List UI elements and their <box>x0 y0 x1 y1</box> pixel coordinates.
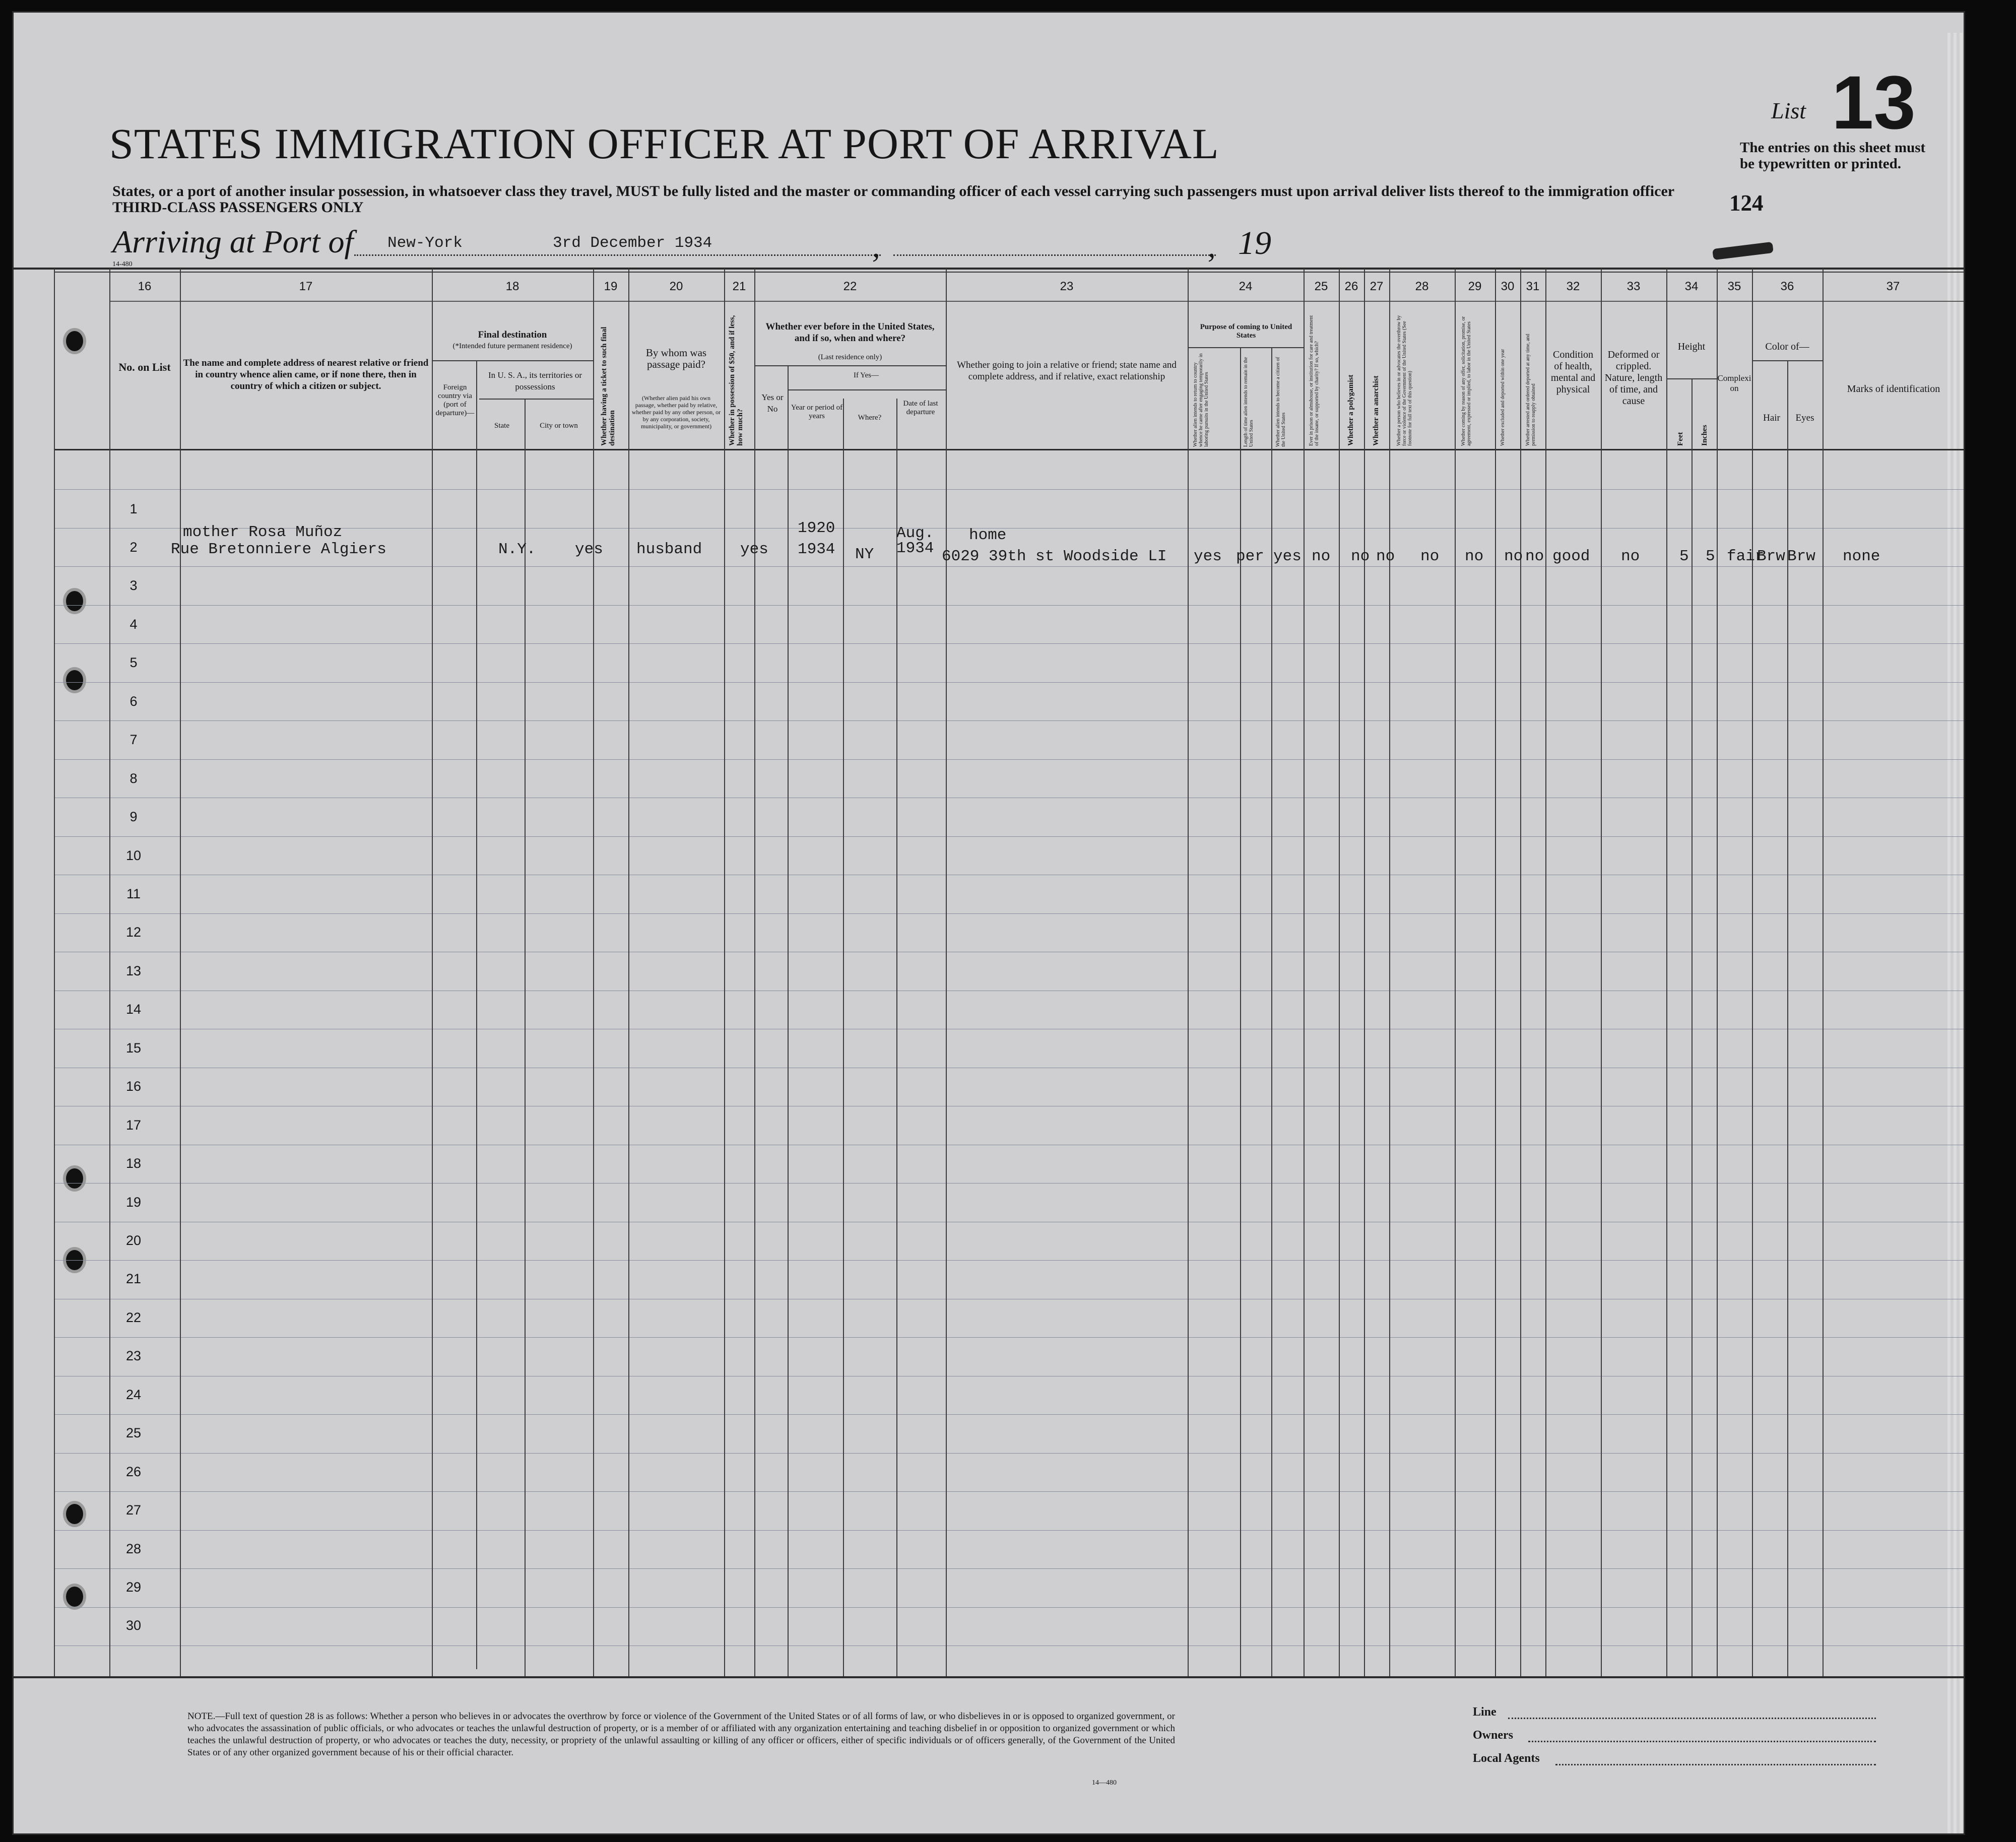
subheader-rule <box>1752 360 1823 361</box>
inches-value: 5 <box>1706 548 1715 565</box>
header-foreign-country: Foreign country via (port of departure)— <box>435 383 475 417</box>
row-rule <box>54 1337 1964 1338</box>
form-code: 14-480 <box>112 260 133 268</box>
column-number: 29 <box>1468 280 1482 293</box>
header-year-period: Year or period of years <box>791 404 843 420</box>
row-rule <box>54 1530 1964 1531</box>
row-rule <box>54 1453 1964 1454</box>
header-return-intent: Whether alien intends to return to country whence he came after engaging temporarily in laboring pursuits in the United States <box>1193 353 1209 447</box>
ink-scribble <box>1712 242 1774 260</box>
owners-label: Owners <box>1473 1729 1513 1742</box>
column-number: 32 <box>1566 280 1580 293</box>
arrested-value: no <box>1525 548 1544 565</box>
relative-name: mother Rosa Muñoz <box>183 523 343 541</box>
column-number: 34 <box>1684 280 1699 293</box>
row-rule <box>54 643 1964 644</box>
binder-hole-icon <box>66 670 83 690</box>
header-prison: Ever in prison or almshouse, or institution for care and treatment of the insane, or supported by charity? If so, which? <box>1309 315 1320 446</box>
header-fifty-dollars: Whether in possession of $50, and if less, how much? <box>728 315 744 446</box>
header-color-of: Color of— <box>1765 341 1809 352</box>
local-agents-blank <box>1555 1764 1876 1765</box>
header-purpose: Purpose of coming to United States <box>1200 323 1292 340</box>
join-line-1: home <box>969 527 1007 544</box>
binder-hole-icon <box>66 591 83 611</box>
subheader-rule <box>1666 378 1717 379</box>
year-last: 1934 <box>798 541 835 558</box>
column-rule <box>1823 269 1824 1676</box>
labor-offer-value: no <box>1465 548 1484 565</box>
column-rule <box>432 269 433 1676</box>
return-value: yes <box>1194 548 1222 565</box>
binder-hole-icon <box>66 1587 83 1607</box>
row-number: 20 <box>125 1233 142 1248</box>
page-edge <box>1947 33 1950 1835</box>
column-rule <box>1339 269 1340 1676</box>
date-value: 3rd December 1934 <box>553 234 712 252</box>
header-complexion: Complexion <box>1717 373 1751 393</box>
row-number: 13 <box>125 963 142 978</box>
column-rule <box>1455 269 1456 1676</box>
entries-note: The entries on this sheet must be typewritten or printed. <box>1740 140 1926 172</box>
sheet-number: 124 <box>1729 190 1764 216</box>
row-number: 15 <box>125 1040 142 1056</box>
row-number: 11 <box>126 886 141 901</box>
header-deformed: Deformed or crippled. Nature, length of time, and cause <box>1604 349 1663 407</box>
column-number: 33 <box>1627 280 1641 293</box>
column-number: 27 <box>1370 280 1384 293</box>
column-rule <box>1364 269 1365 1676</box>
year-first: 1920 <box>798 519 835 537</box>
column-number: 26 <box>1344 280 1358 293</box>
header-polygamist: Whether a polygamist <box>1347 374 1355 446</box>
date-comma: , <box>1208 230 1216 264</box>
header-excluded: Whether excluded and deported within one year <box>1500 349 1506 446</box>
row-rule <box>54 682 1964 683</box>
hair-value: Brw <box>1757 548 1785 565</box>
eyes-value: Brw <box>1787 548 1815 565</box>
subheader-rule <box>1188 347 1304 348</box>
row-number: 23 <box>125 1348 142 1363</box>
length-value: per <box>1236 548 1264 565</box>
row-number: 19 <box>125 1195 142 1210</box>
row-number: 17 <box>125 1117 142 1133</box>
deformed-value: no <box>1621 548 1640 565</box>
column-number: 21 <box>732 280 746 293</box>
footer-form-code: 14—480 <box>1092 1779 1117 1787</box>
ticket-value: yes <box>575 541 603 558</box>
paid-by-value: husband <box>636 541 702 558</box>
row-rule <box>54 489 1964 490</box>
subheader-rule <box>788 389 946 390</box>
header-height: Height <box>1677 341 1706 352</box>
column-rule <box>54 269 55 1676</box>
subheader-rule <box>479 399 593 400</box>
header-inches: Inches <box>1701 425 1709 446</box>
column-number: 20 <box>669 280 683 293</box>
row-number: 21 <box>125 1271 142 1286</box>
row-rule <box>54 1491 1964 1492</box>
row-number: 16 <box>125 1079 142 1094</box>
header-arrested: Whether arrested and ordered deported at any time, and permission to reapply obtained <box>1525 334 1536 446</box>
column-rule <box>1271 347 1272 1676</box>
citizen-value: yes <box>1273 548 1302 565</box>
header-last-residence: (Last residence only) <box>818 353 882 361</box>
header-become-citizen: Whether alien intends to become a citizen of the United States <box>1275 357 1286 447</box>
column-number: 23 <box>1060 280 1074 293</box>
column-number: 28 <box>1415 280 1429 293</box>
row-number: 1 <box>129 501 138 516</box>
row-number: 10 <box>125 848 142 863</box>
header-overthrow: Whether a person who believes in or advocates the overthrow by force or violence of the Government of the United States (See footnote for full text of this question) <box>1396 315 1413 446</box>
header-eyes: Eyes <box>1795 413 1814 423</box>
row-number: 12 <box>125 925 142 940</box>
header-no-on-list: No. on List <box>118 361 171 373</box>
manifest-sheet <box>12 11 1965 1835</box>
column-rule <box>1188 269 1189 1676</box>
column-rule <box>1717 269 1718 1676</box>
table-top-rule-inner <box>54 272 1964 273</box>
column-rule <box>754 269 755 1676</box>
row-number: 8 <box>129 771 138 786</box>
feet-value: 5 <box>1679 548 1689 565</box>
column-number: 16 <box>138 280 152 293</box>
line-label: Line <box>1473 1705 1497 1719</box>
header-ever-before-in-us: Whether ever before in the United States, and if so, when and where? <box>765 321 935 344</box>
polygamist-value: no <box>1351 548 1370 565</box>
row-number: 7 <box>129 732 138 747</box>
column-rule <box>1304 269 1305 1676</box>
header-marks: Marks of identification <box>1847 383 1940 394</box>
subheader-rule <box>432 360 593 361</box>
column-rule <box>946 269 947 1676</box>
row-number: 30 <box>125 1618 142 1633</box>
fifty-value: yes <box>740 541 768 558</box>
row-number: 26 <box>125 1464 142 1479</box>
join-address: 6029 39th st Woodside LI <box>942 548 1167 565</box>
local-agents-label: Local Agents <box>1473 1752 1540 1765</box>
header-final-destination: Final destination <box>478 330 547 340</box>
binder-hole-icon <box>66 1504 83 1524</box>
column-rule <box>843 399 844 1676</box>
column-number: 37 <box>1886 280 1900 293</box>
header-ticket: Whether having a ticket to such final destination <box>600 326 616 446</box>
row-number: 6 <box>129 694 138 709</box>
row-rule <box>54 566 1964 567</box>
header-in-usa: In U. S. A., its territories or possessions <box>488 370 582 391</box>
row-number: 3 <box>129 578 138 593</box>
column-rule <box>1545 269 1546 1676</box>
line-blank <box>1508 1718 1876 1719</box>
row-rule <box>54 836 1964 837</box>
header-state: State <box>494 422 509 430</box>
header-final-destination-sub: (*Intended future permanent residence) <box>452 342 572 350</box>
row-number: 29 <box>125 1580 142 1595</box>
column-rule <box>896 399 897 1676</box>
port-comma: , <box>872 230 880 264</box>
row-rule <box>54 1260 1964 1261</box>
page-edge <box>1960 33 1963 1835</box>
header-anarchist: Whether an anarchist <box>1372 375 1380 446</box>
column-number: 22 <box>843 280 857 293</box>
date-blank-line <box>893 254 1216 256</box>
row-rule <box>54 720 1964 721</box>
header-passage-paid-sub: (Whether alien paid his own passage, whether paid by relative, whether paid by any other person, or by any corporation, society, municipality, or government) <box>631 394 721 430</box>
footnote-question-28: NOTE.—Full text of question 28 is as follows: Whether a person who believes in or advocates the overthrow by force or violence of the Government of the United States or of all forms of law, or who disbelieves in or is opposed to organized government, or who advocates the assassination of public officials, or who advocates or teaches the unlawful destruction of property, or is a member of or affiliated with any organization entertaining and teaching disbelief in or opposition to organized government or which teaches the unlawful destruction of property, or who advocates or teaches the duty, necessity, or propriety of the unlawful assaulting or killing of any officer or officers, either of specific individuals or of officers generally, of the Government of the United States or of any other organized government because of his or their official character. <box>187 1711 1175 1758</box>
port-value: New-York <box>387 234 463 252</box>
table-top-rule <box>14 268 1964 270</box>
column-number: 30 <box>1501 280 1515 293</box>
row-rule <box>54 1607 1964 1608</box>
column-number: 19 <box>604 280 618 293</box>
departure-year: 1934 <box>896 540 934 557</box>
column-rule <box>593 269 594 1676</box>
row-number: 25 <box>125 1425 142 1440</box>
excluded-value: no <box>1504 548 1523 565</box>
column-number: 18 <box>505 280 519 293</box>
column-number: 25 <box>1314 280 1328 293</box>
marks-value: none <box>1843 548 1880 565</box>
row-number: 9 <box>129 809 138 824</box>
column-rule <box>1520 269 1521 1676</box>
relative-address: Rue Bretonniere Algiers <box>171 541 386 558</box>
binder-hole-icon <box>66 1168 83 1189</box>
column-number: 31 <box>1526 280 1540 293</box>
row-number: 22 <box>125 1310 142 1325</box>
page-edge <box>1954 33 1957 1835</box>
header-date-departure: Date of last departure <box>903 400 938 416</box>
column-number: 24 <box>1239 280 1253 293</box>
row-number: 14 <box>125 1002 142 1017</box>
header-health: Condition of health, mental and physical <box>1550 349 1596 395</box>
row-rule <box>54 759 1964 760</box>
row-number: 18 <box>125 1156 142 1171</box>
subheader-rule <box>754 365 946 366</box>
header-where: Where? <box>858 414 882 422</box>
table-bottom-rule <box>14 1676 1964 1678</box>
header-if-yes: If Yes— <box>853 371 879 379</box>
column-rule <box>1495 269 1496 1676</box>
header-join-relative: Whether going to join a relative or friend; state name and complete address, and if relative, exact relationship <box>957 360 1177 382</box>
row-rule <box>54 913 1964 914</box>
column-rule <box>109 269 110 1676</box>
column-rule <box>1601 269 1602 1676</box>
owners-blank <box>1528 1741 1876 1742</box>
list-label: List <box>1771 98 1806 123</box>
state-value: N.Y. <box>498 541 536 558</box>
row-number: 24 <box>125 1387 142 1402</box>
where-value: NY <box>855 546 874 563</box>
port-blank-line <box>354 254 881 256</box>
column-rule <box>724 269 725 1676</box>
row-rule <box>54 1568 1964 1569</box>
column-rule <box>1692 378 1693 1676</box>
class-line: THIRD-CLASS PASSENGERS ONLY <box>112 199 364 216</box>
header-feet: Feet <box>1676 432 1684 446</box>
column-rule <box>788 365 789 1676</box>
prison-value: no <box>1312 548 1331 565</box>
column-rule <box>628 269 629 1676</box>
column-number: 17 <box>299 280 313 293</box>
list-number: 13 <box>1832 60 1916 145</box>
column-rule <box>1964 269 1965 1676</box>
row-number: 2 <box>129 540 138 555</box>
column-rule <box>1389 269 1390 1676</box>
complexion-value: fair <box>1727 548 1765 565</box>
health-value: good <box>1552 548 1590 565</box>
column-rule <box>1666 269 1667 1676</box>
anarchist-value: no <box>1376 548 1395 565</box>
row-rule <box>54 1414 1964 1415</box>
row-number: 28 <box>125 1541 142 1556</box>
header-passage-paid: By whom was passage paid? <box>645 347 707 370</box>
row-number: 5 <box>129 655 138 670</box>
header-nearest-relative: The name and complete address of nearest relative or friend in country whence alien came, or if none there, then in country of which a citizen or subject. <box>183 358 429 391</box>
binder-hole-icon <box>66 331 83 351</box>
header-yes-or-no: Yes or No <box>761 392 784 414</box>
column-rule <box>180 269 181 1676</box>
header-labor-offer: Whether coming by reason of any offer, solicitation, promise, or agreement, expressed or implied, to labor in the United States <box>1461 316 1472 446</box>
header-hair: Hair <box>1763 413 1780 423</box>
column-number: 35 <box>1727 280 1741 293</box>
arriving-label: Arriving at Port of <box>112 224 354 259</box>
year-prefix: 19 <box>1238 225 1271 261</box>
page-title: STATES IMMIGRATION OFFICER AT PORT OF ARRIVAL <box>109 119 1219 168</box>
row-number: 27 <box>125 1502 142 1518</box>
overthrow-value: no <box>1420 548 1440 565</box>
column-rule <box>1752 269 1753 1676</box>
column-number-rule <box>109 301 1964 302</box>
row-number: 4 <box>129 617 138 632</box>
departure-month: Aug. <box>896 524 934 542</box>
column-rule <box>1240 347 1241 1676</box>
column-number: 36 <box>1780 280 1794 293</box>
column-rule <box>525 399 526 1676</box>
header-bottom-rule <box>54 449 1964 450</box>
intro-text: States, or a port of another insular possession, in whatsoever class they travel, MUST be fully listed and the master or commanding officer of each vessel carrying such passengers must upon arrival deliver lists thereof to the immigration officer <box>112 183 1675 200</box>
header-city: City or town <box>540 422 578 430</box>
header-length-of-stay: Length of time alien intends to remain in the United States <box>1243 357 1254 447</box>
row-rule <box>54 605 1964 606</box>
column-rule <box>476 360 477 1669</box>
